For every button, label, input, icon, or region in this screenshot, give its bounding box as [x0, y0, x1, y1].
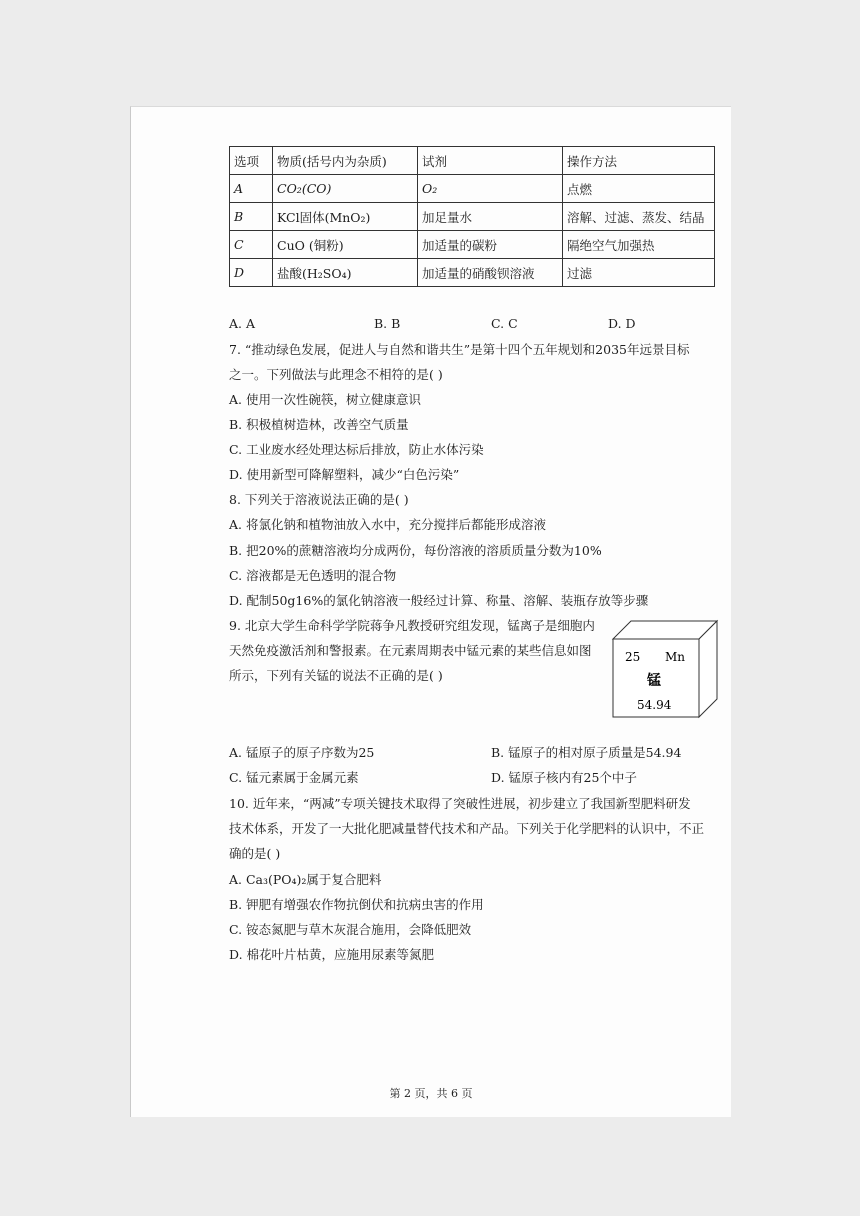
q8-stem: 8. 下列关于溶液说法正确的是( ): [229, 492, 409, 507]
element-mass: 54.94: [637, 698, 672, 712]
table-row: [230, 175, 715, 203]
table-row: [230, 203, 715, 231]
table-cell: CO₂(CO): [273, 175, 418, 203]
q7-option-b: B. 积极植树造林，改善空气质量: [229, 417, 409, 432]
table-cell: 隔绝空气加强热: [563, 231, 715, 259]
q10-stem-line: 10. 近年来，“两减”专项关键技术取得了突破性进展，初步建立了我国新型肥料研发: [229, 796, 691, 811]
reagent-table: [229, 146, 715, 287]
q9-option-a: A. 锰原子的原子序数为25: [229, 745, 375, 760]
q7-option-d: D. 使用新型可降解塑料，减少“白色污染”: [229, 467, 460, 482]
table-header-row: [230, 147, 715, 175]
table-cell: 点燃: [563, 175, 715, 203]
table-header-cell: 试剂: [418, 147, 563, 175]
table-cell: A: [230, 175, 273, 203]
q9-option-d: D. 锰原子核内有25个中子: [491, 770, 637, 785]
q8-option-c: C. 溶液都是无色透明的混合物: [229, 568, 397, 583]
table-cell: B: [230, 203, 273, 231]
table-row: [230, 231, 715, 259]
table-cell: CuO (铜粉): [273, 231, 418, 259]
table-row: [230, 259, 715, 287]
q6-option-c: C. C: [491, 316, 518, 331]
q8-option-b: B. 把20%的蔗糖溶液均分成两份，每份溶液的溶质质量分数为10%: [229, 543, 602, 558]
q7-option-a: A. 使用一次性碗筷，树立健康意识: [229, 392, 421, 407]
q10-option-c: C. 铵态氮肥与草木灰混合施用，会降低肥效: [229, 922, 472, 937]
table-header-cell: 操作方法: [563, 147, 715, 175]
page-footer: 第 2 页，共 6 页: [389, 1087, 473, 1100]
q9-option-c: C. 锰元素属于金属元素: [229, 770, 359, 785]
table-header-cell: 物质(括号内为杂质): [273, 147, 418, 175]
exam-page: [130, 106, 731, 1117]
table-header-cell: 选项: [230, 147, 273, 175]
table-cell: O₂: [418, 175, 563, 203]
q10-stem-line: 技术体系，开发了一大批化肥减量替代技术和产品。下列关于化学肥料的认识中，不正: [229, 821, 705, 836]
element-symbol: Mn: [665, 650, 686, 664]
q9-stem-line: 所示，下列有关锰的说法不正确的是( ): [229, 668, 443, 683]
q6-option-d: D. D: [608, 316, 636, 331]
manganese-element-cube: [611, 619, 719, 719]
table-cell: 溶解、过滤、蒸发、结晶: [563, 203, 715, 231]
q6-option-b: B. B: [374, 316, 401, 331]
q10-option-b: B. 钾肥有增强农作物抗倒伏和抗病虫害的作用: [229, 897, 484, 912]
element-number: 25: [625, 650, 641, 664]
q10-stem-line: 确的是( ): [229, 846, 281, 861]
q6-option-a: A. A: [229, 316, 256, 331]
table-cell: 加足量水: [418, 203, 563, 231]
q8-option-a: A. 将氯化钠和植物油放入水中，充分搅拌后都能形成溶液: [229, 517, 546, 532]
q7-stem-line: 7. “推动绿色发展，促进人与自然和谐共生”是第十四个五年规划和2035年远景目标: [229, 342, 690, 357]
table-cell: 盐酸(H₂SO₄): [273, 259, 418, 287]
table-cell: D: [230, 259, 273, 287]
q7-option-c: C. 工业废水经处理达标后排放，防止水体污染: [229, 442, 484, 457]
q10-option-a: A. Ca₃(PO₄)₂属于复合肥料: [229, 872, 382, 887]
q7-stem-line: 之一。下列做法与此理念不相符的是( ): [229, 367, 443, 382]
q9-option-b: B. 锰原子的相对原子质量是54.94: [491, 745, 682, 760]
q9-stem-line: 天然免疫激活剂和警报素。在元素周期表中锰元素的某些信息如图: [229, 643, 592, 658]
table-cell: KCl固体(MnO₂): [273, 203, 418, 231]
element-name: 锰: [647, 673, 661, 689]
table-cell: C: [230, 231, 273, 259]
q9-stem-line: 9. 北京大学生命科学学院蒋争凡教授研究组发现，锰离子是细胞内: [229, 618, 595, 633]
table-cell: 过滤: [563, 259, 715, 287]
q8-option-d: D. 配制50g16%的氯化钠溶液一般经过计算、称量、溶解、装瓶存放等步骤: [229, 593, 649, 608]
table-cell: 加适量的碳粉: [418, 231, 563, 259]
q10-option-d: D. 棉花叶片枯黄，应施用尿素等氮肥: [229, 947, 435, 962]
table-cell: 加适量的硝酸钡溶液: [418, 259, 563, 287]
